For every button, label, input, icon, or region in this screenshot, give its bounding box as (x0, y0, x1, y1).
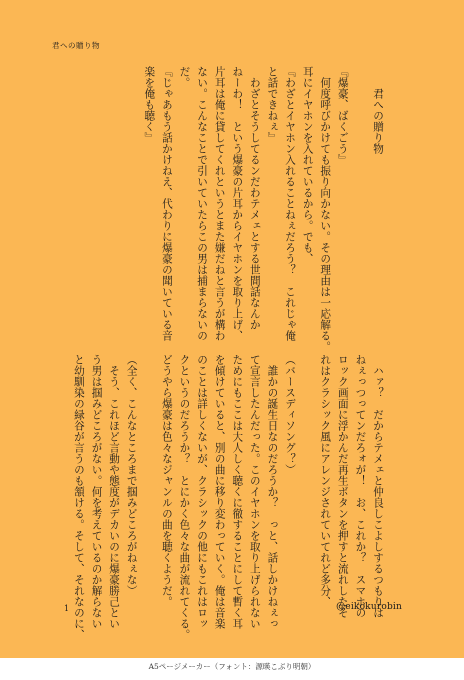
text-line: て宣言したんだった。このイヤホンを取り上げられない (248, 354, 261, 629)
author-credit: @eikokurobin (336, 602, 402, 612)
text-line: ねーわ！ という爆豪の片耳からイヤホンを取り上げ、 (231, 66, 244, 341)
page-header: 君への贈り物 (52, 41, 100, 50)
text-line: 何度呼びかけても振り向かない。その理由は一応解る。 (319, 66, 332, 352)
text-line: （バースディソング？） (284, 354, 297, 475)
text-line: ねぇっつってンだろォが！ お、これか？ スマホの (354, 354, 367, 618)
text-block-top (140, 66, 386, 352)
text-line: 君への贈り物 (372, 66, 384, 154)
text-line: 誰かの誕生日なのだろうか？ っと、話しかけねぇっ (266, 354, 279, 629)
text-line (140, 354, 158, 602)
text-line (298, 354, 316, 602)
text-line: 『じゃあもう話かけねえ、代わりに爆豪の聞いている音 (160, 66, 173, 341)
text-line: 片耳は俺に貸してくれというとまた嫌だねと言うが構わ (213, 66, 226, 341)
text-line: 楽を俺も聴く』 (143, 66, 156, 143)
text-line: ためにもここは大人しく聴くに徹することにして暫く耳 (231, 354, 244, 629)
text-line: そう、これほど言動や態度がデカいのに爆豪勝己とい (108, 354, 121, 629)
text-line: れはクラシック風にアレンジされていてれど多分、 (319, 354, 332, 607)
text-line: 耳にイヤホンを入れているから。でも、 (301, 66, 314, 264)
text-line (351, 66, 369, 336)
text-line: と幼馴染の緑谷が言うのも頷ける。そして、それなのに、 (72, 354, 85, 640)
text-line: う男は掴みどころがない。何を考えているのか解らない (90, 354, 103, 629)
text-line: 『爆豪、ばくごう』 (336, 66, 349, 165)
text-line: 『わざとイヤホン入れることねぇだろう？ これじゃ俺 (284, 66, 297, 341)
text-line: ロック画面に浮かんだ再生ボタンを押すと流れしたそ (336, 354, 349, 618)
text-line: わざとそうしてるンだわテメェとする世間話なんか (248, 66, 261, 330)
text-line: と話できねぇ』 (266, 66, 279, 143)
footer-caption: A5ページメーカー（フォント：源暎こぶり明朝） (148, 662, 316, 671)
text-line: のことは詳しくないが、クラシックの他にもこれはロッ (196, 354, 209, 629)
text-line: ハァ？ だからテメェと仲良しこよしするつもりは (372, 354, 384, 618)
text-line: を傾けていると、別の曲に移り変わっていく。俺は音楽 (213, 354, 226, 629)
text-line: （全く、こんなところまで掴みどころがねぇな） (125, 354, 138, 596)
text-line: どうやら爆豪は色々なジャンルの曲を聴くようだ。 (160, 354, 173, 607)
text-line: クというのだろうか？ とにかく色々な曲が流れてくる。 (178, 354, 191, 640)
text-line: だ。 (178, 66, 191, 88)
page-number: 1 (64, 604, 70, 613)
text-line: ない。こんなことで引いていたらこの男は捕まらないの (196, 66, 209, 341)
